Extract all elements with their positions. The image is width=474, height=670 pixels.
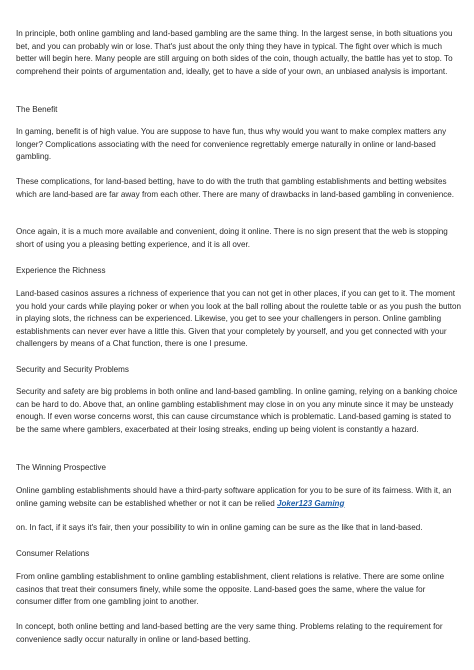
heading-richness: Experience the Richness bbox=[16, 266, 106, 275]
prospective-text: Online gambling establishments should have a third-party software application for you to be sure of its fairness. With it, an online gaming website can be established whether or not it can be relied bbox=[16, 486, 452, 508]
benefit-paragraph-3: Once again, it is a much more available and convenient, doing it online. There is no sign present that the web is stopping short of using you a pleasing betting experience, and it is all over. bbox=[16, 227, 448, 249]
heading-prospective: The Winning Prospective bbox=[16, 463, 106, 472]
consumer-paragraph-1: From online gambling establishment to online gambling establishment, client relations is relative. There are some online casinos that treat their consumers finely, while some the opposite. Land-based goes the same, where the value for consumer differ from one gambling joint to another. bbox=[16, 572, 445, 606]
prospective-paragraph-2: on. In fact, if it says it's fair, then your possibility to win in online gaming can be sure as the like that in land-based. bbox=[16, 523, 423, 532]
prospective-paragraph-1 bbox=[16, 485, 461, 510]
security-paragraph: Security and safety are big problems in both online and land-based gambling. In online gaming, relying on a banking choice can be hard to do. Above that, an online gambling establishment may close in on you any minute since it may be unsteady enough. If even worse concerns worst, this can cause circumstance which is problematic. Land-based gaming is stated to be the same where gamblers, exacerbated at their losing streaks, ending up being violent is constantly a hazard. bbox=[16, 387, 458, 434]
richness-paragraph: Land-based casinos assures a richness of experience that you can not get in other places, if you can get to it. The moment you hold your cards while playing poker or when you look at the ball rolling about the roulette table or as you push the button in playing slots, the richness can be experienced. Likewise, you get to see your challengers in person. Online gambling establishments can never ever have a little this. Given that your completely by yourself, and you get connected with your challengers by means of a Chat function, there is one I presume. bbox=[16, 289, 461, 348]
heading-benefit: The Benefit bbox=[16, 105, 58, 114]
benefit-paragraph-2: These complications, for land-based betting, have to do with the truth that gambling establishments and betting websites which are land-based are far away from each other. There are many of drawbacks in land-based gambling in convenience. bbox=[16, 177, 455, 199]
joker123-gaming-link[interactable]: Joker123 Gaming bbox=[276, 498, 345, 508]
heading-security: Security and Security Problems bbox=[16, 365, 129, 374]
consumer-paragraph-2: In concept, both online betting and land-based betting are the very same thing. Problems relating to the requirement for convenience sadly occur naturally in online or land-based betting. bbox=[16, 622, 443, 644]
heading-consumer: Consumer Relations bbox=[16, 549, 90, 558]
benefit-paragraph-1: In gaming, benefit is of high value. You are suppose to have fun, thus why would you want to make complex matters any longer? Complications associating with the need for convenience regrettably emerge naturally in online or land-based gambling. bbox=[16, 127, 447, 161]
intro-paragraph: In principle, both online gambling and land-based gambling are the same thing. In the largest sense, in both situations you bet, and you can probably win or lose. That's just about the only thing they have in typical. The fight over which is much better will begin here. Many people are still arguing on both sides of the coin, though actually, the battle has yet to stop. To comprehend their points of argumentation and, ideally, get to have a side of your own, an unbiased analysis is important. bbox=[16, 29, 453, 76]
